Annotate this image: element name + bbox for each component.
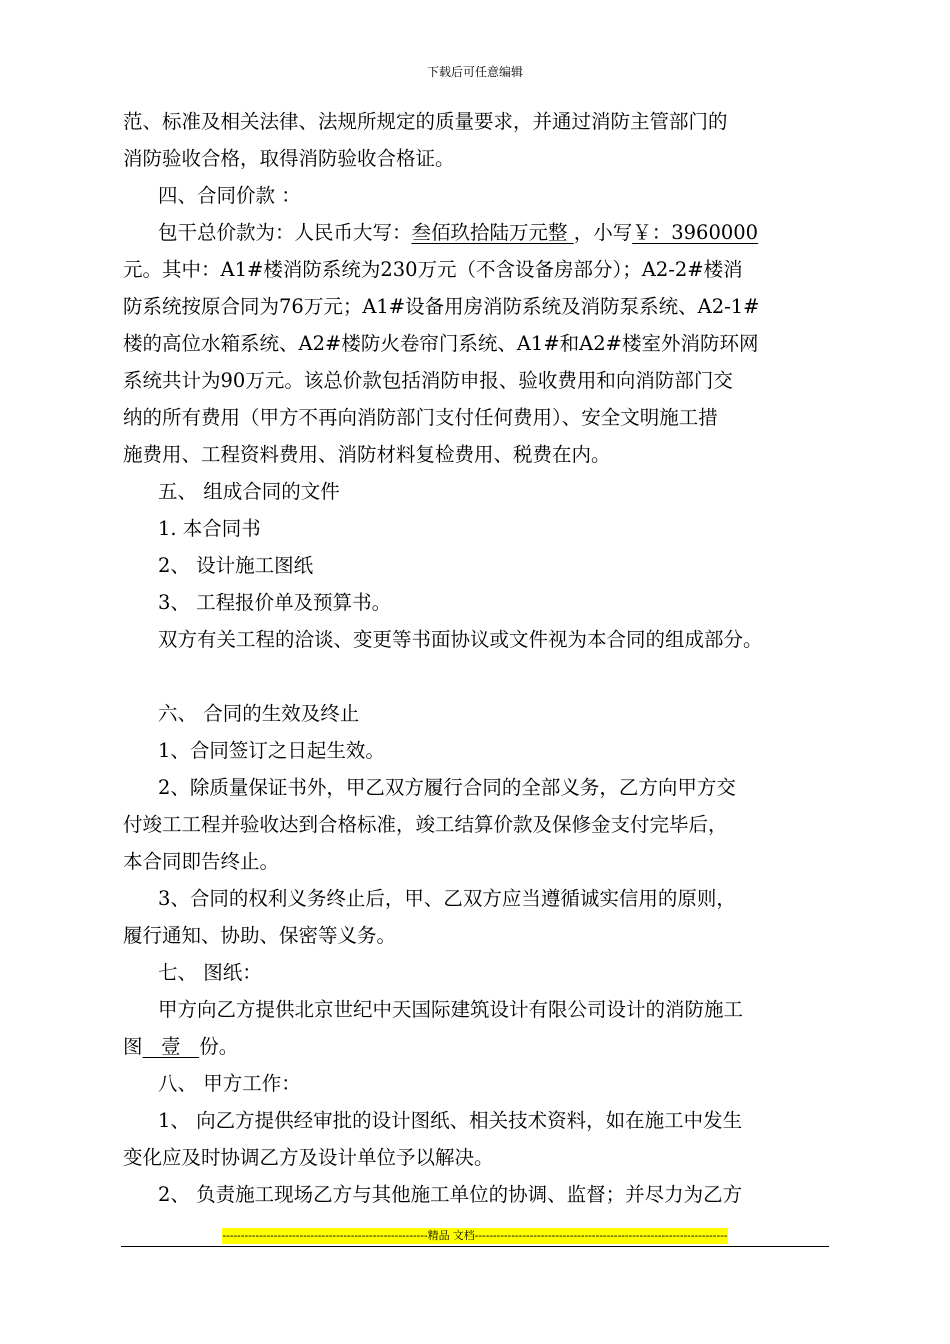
- drawings-copies-line: [123, 1028, 843, 1065]
- list-item: 3、合同的权利义务终止后，甲、乙双方应当遵循诚实信用的原则，: [158, 887, 736, 910]
- text-line: 元。其中：A1#楼消防系统为230万元（不含设备房部分）；A2-2#楼消: [123, 258, 743, 281]
- text-line: 双方有关工程的洽谈、变更等书面协议或文件视为本合同的组成部分。: [158, 628, 763, 651]
- section-heading-party-a: 八、 甲方工作：: [158, 1072, 301, 1095]
- price-label: 包干总价款为：人民币大写：: [158, 221, 412, 244]
- drawings-label: 图: [123, 1035, 143, 1058]
- text-line: 防系统按原合同为76万元；A1#设备用房消防系统及消防泵系统、A2-1#: [123, 295, 760, 318]
- footer-highlight-band: --------------------------------------------------------精品 文档---------------------------------------------------------------------: [222, 1230, 728, 1242]
- drawings-unit: 份。: [199, 1035, 239, 1058]
- section-heading-price: 四、合同价款 ：: [158, 184, 301, 207]
- contract-body: [123, 103, 843, 1213]
- text-line: 纳的所有费用（甲方不再向消防部门支付任何费用）、安全文明施工措: [123, 406, 718, 429]
- section-heading-documents: 五、 组成合同的文件: [158, 480, 340, 503]
- text-line: 甲方向乙方提供北京世纪中天国际建筑设计有限公司设计的消防施工: [158, 998, 744, 1021]
- price-in-words: 叁佰玖拾陆万元整: [411, 221, 574, 244]
- page-header: 下载后可任意编辑: [426, 65, 523, 79]
- list-item: 2、除质量保证书外，甲乙双方履行合同的全部义务，乙方向甲方交: [158, 776, 736, 799]
- text-line: 本合同即告终止。: [123, 850, 280, 873]
- text-line: 消防验收合格，取得消防验收合格证。: [123, 147, 455, 170]
- price-in-figures: ￥：3960000: [632, 221, 759, 244]
- section-heading-drawings: 七、 图纸：: [158, 961, 262, 984]
- blank-line: [123, 658, 843, 695]
- section-heading-effect: 六、 合同的生效及终止: [158, 702, 360, 725]
- list-item: 1、 向乙方提供经审批的设计图纸、相关技术资料，如在施工中发生: [158, 1109, 743, 1132]
- text-line: 系统共计为90万元。该总价款包括消防申报、验收费用和向消防部门交: [123, 369, 733, 392]
- text-line: 施费用、工程资料费用、消防材料复检费用、税费在内。: [123, 443, 611, 466]
- price-line: [123, 214, 843, 251]
- text-line: 付竣工工程并验收达到合格标准，竣工结算价款及保修金支付完毕后，: [123, 813, 728, 836]
- text-line: 范、标准及相关法律、法规所规定的质量要求，并通过消防主管部门的: [123, 110, 728, 133]
- list-item: 2、 负责施工现场乙方与其他施工单位的协调、监督；并尽力为乙方: [158, 1183, 743, 1206]
- page-footer: [0, 1228, 950, 1244]
- list-item: 1. 本合同书: [158, 517, 261, 540]
- list-item: 3、 工程报价单及预算书。: [158, 591, 392, 614]
- footer-divider: [121, 1246, 829, 1247]
- text-line: 履行通知、协助、保密等义务。: [123, 924, 397, 947]
- price-separator: ，小写: [573, 221, 633, 244]
- list-item: 2、 设计施工图纸: [158, 554, 314, 577]
- list-item: 1、合同签订之日起生效。: [158, 739, 385, 762]
- text-line: 楼的高位水箱系统、A2#楼防火卷帘门系统、A1#和A2#楼室外消防环网: [123, 332, 759, 355]
- drawings-copies-count: 壹: [142, 1035, 200, 1058]
- text-line: 变化应及时协调乙方及设计单位予以解决。: [123, 1146, 494, 1169]
